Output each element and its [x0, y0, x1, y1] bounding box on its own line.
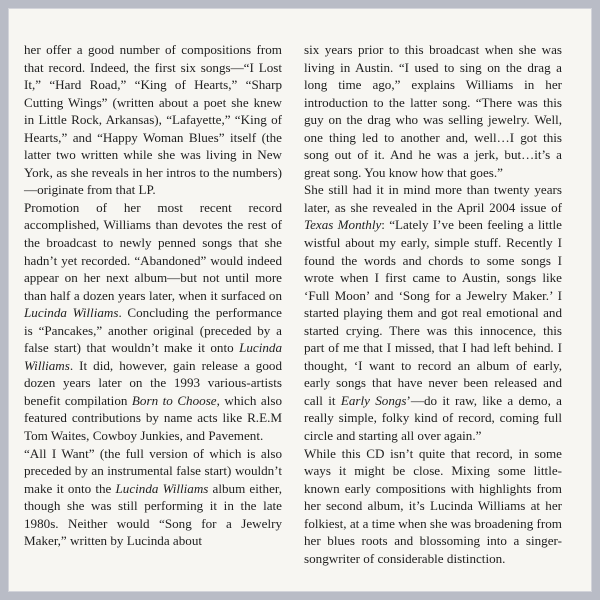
text-run: . It did, however, gain release a good dozen years later on the 1993 various-artists benefit compilation	[24, 357, 282, 408]
paragraph	[24, 445, 282, 550]
italic-title-text: Born to Choose	[131, 392, 217, 408]
text-run: While this CD isn’t quite that record, in some ways it might be close. Mixing some little-known early compositions with highlights from her second album, it’s Lucinda Williams at her folkiest, at a time when she was broadening from her blues roots and blossoming into a singer-songwriter of considerable distinction.	[304, 445, 562, 566]
right-text-column	[304, 41, 562, 567]
text-run: her offer a good number of compositions from that record. Indeed, the first six songs—“I Lost It,” “Hard Road,” “King of Hearts,” “Sharp Cutting Wings” (written about a poet she knew in Little Rock, Arkansas), “Lafayette,” “King of Hearts,” and “Happy Woman Blues” itself (the latter two written while she was living in New York, as she reveals in her intros to the numbers)—originate from that LP.	[24, 42, 282, 198]
italic-title-text: Early Songs	[340, 392, 407, 408]
text-run: “All I Want” (the full version of which is also preceded by an instrumental false start) wouldn’t make it onto the	[24, 445, 282, 496]
text-run: . Concluding the performance is “Pancakes,” another original (preceded by a false start) that wouldn’t make it onto	[24, 305, 282, 356]
text-run: ’—do it raw, like a demo, a really simple, folky kind of record, coming full circle and starting all over again.”	[304, 392, 562, 444]
italic-title-text: Lucinda Williams	[24, 305, 119, 321]
paragraph	[304, 181, 562, 444]
paragraph	[304, 445, 562, 568]
text-run: , which also featured contributions by name acts like R.E.M Tom Waites, Cowboy Junkies, and Pavement.	[24, 392, 282, 444]
italic-title-text: Texas Monthly	[304, 217, 382, 233]
italic-title-text: Lucinda Williams	[115, 480, 209, 496]
liner-notes-page	[8, 8, 592, 592]
left-text-column	[24, 41, 282, 550]
paragraph	[24, 41, 282, 199]
text-run: : “Lately I’ve been feeling a little wistful about my early, simple stuff. Recently I found the words and chords to some songs I wrote when I first came to Austin, songs like ‘Full Moon’ and ‘Song for a Jewelry Maker.’ I started playing them and got real emotional and started crying. There was this innocence, this part of me that I missed, that I had left behind. I thought, ‘I want to record an album of early, early songs that have never been released and call it	[304, 217, 562, 408]
text-run: album either, though she was still performing it in the late 1980s. Neither would “Song for a Jewelry Maker,” written by Lucinda about	[24, 480, 282, 549]
paragraph	[304, 41, 562, 181]
paragraph	[24, 199, 282, 445]
text-run: Promotion of her most recent record accomplished, Williams than devotes the rest of the broadcast to newly penned songs that she hadn’t yet recorded. “Abandoned” would indeed appear on her next album—but not until more than half a dozen years later, when it surfaced on	[24, 199, 282, 303]
text-run: She still had it in mind more than twenty years later, as she revealed in the April 2004 issue of	[304, 182, 562, 215]
italic-title-text: Lucinda Williams	[24, 340, 282, 373]
text-run: six years prior to this broadcast when she was living in Austin. “I used to sing on the drag a long time ago,” explains Williams in her introduction to the latter song. “There was this guy on the drag who was selling jewelry. Well, one thing led to another and, well…I got this song out of it. And he was a jerk, but…it’s a great song. You know how that goes.”	[304, 42, 562, 180]
